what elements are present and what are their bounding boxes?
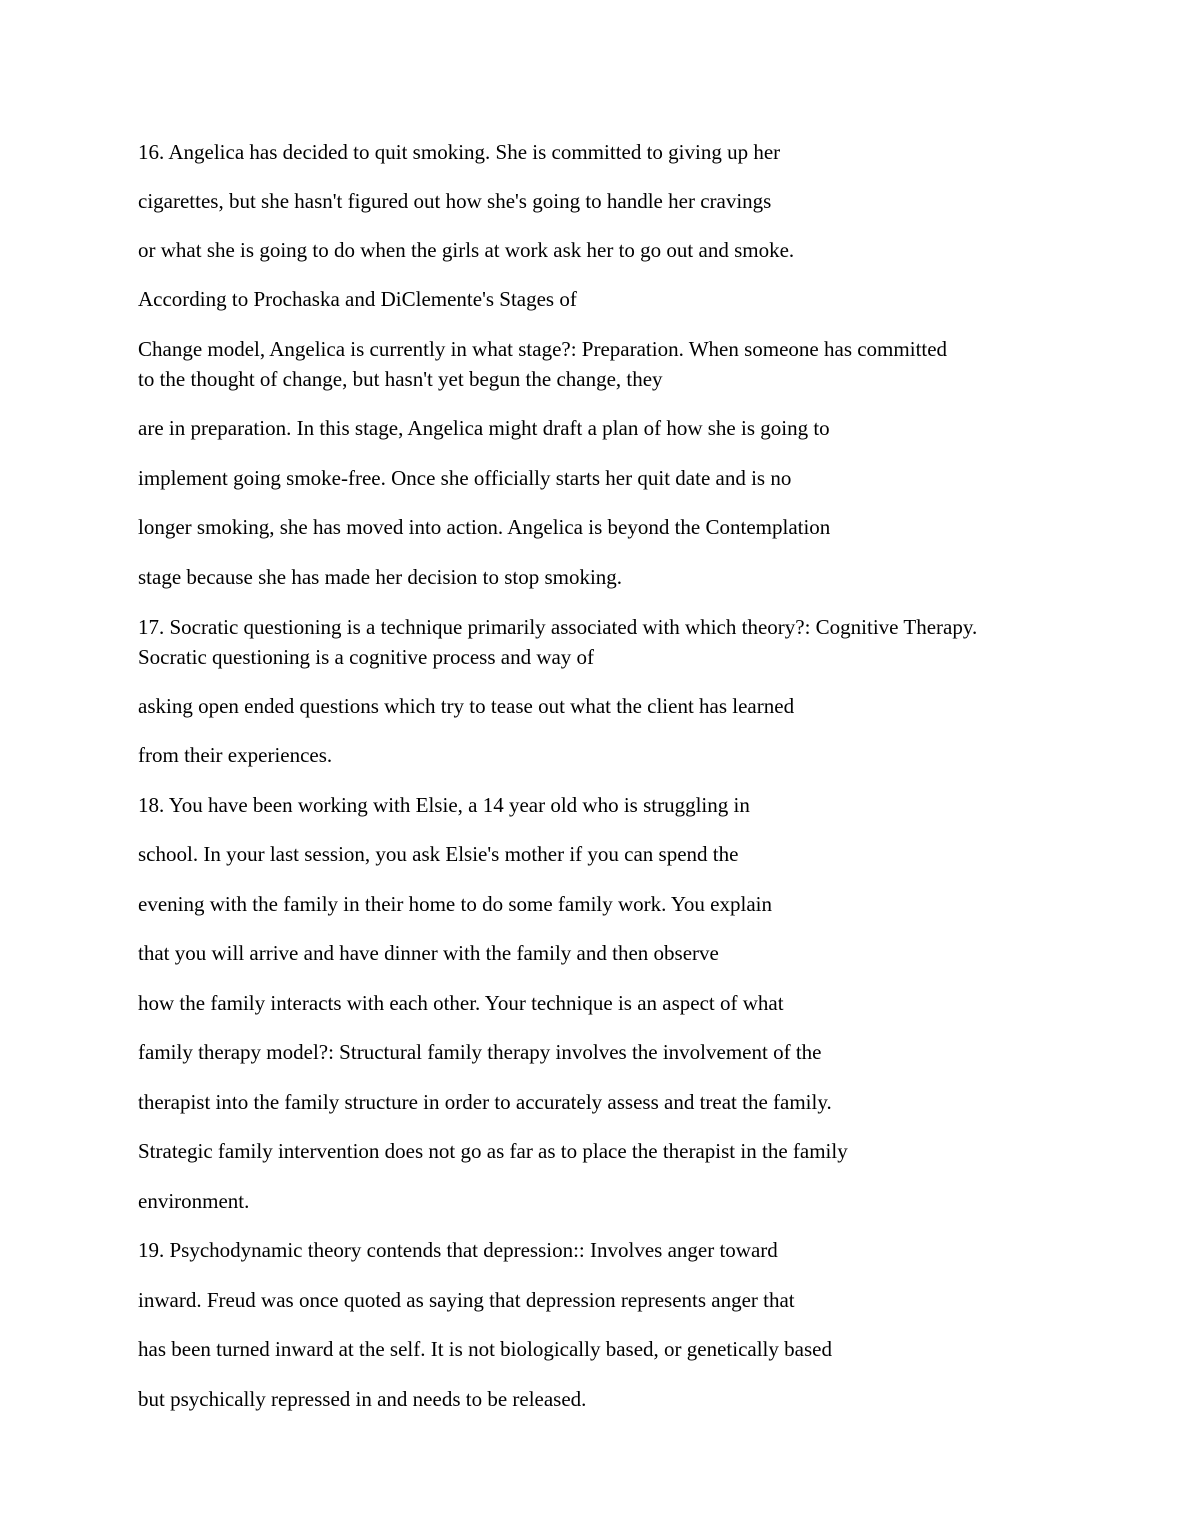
text-line: Change model, Angelica is currently in what stage?: Preparation. When someone has committed	[138, 337, 948, 361]
text-line: Strategic family intervention does not go as far as to place the therapist in the family	[138, 1139, 848, 1163]
text-line: how the family interacts with each other. Your technique is an aspect of what	[138, 991, 784, 1015]
text-line: implement going smoke-free. Once she officially starts her quit date and is no	[138, 466, 792, 490]
text-line: 19. Psychodynamic theory contends that depression:: Involves anger toward	[138, 1238, 778, 1262]
text-line: 16. Angelica has decided to quit smoking. She is committed to giving up her	[138, 140, 781, 164]
text-line: but psychically repressed in and needs to be released.	[138, 1387, 587, 1411]
text-line: family therapy model?: Structural family therapy involves the involvement of the	[138, 1040, 822, 1064]
text-line: 17. Socratic questioning is a technique primarily associated with which theory?: Cognitive Therapy.	[138, 615, 978, 639]
text-line: stage because she has made her decision to stop smoking.	[138, 565, 623, 589]
text-line: has been turned inward at the self. It is not biologically based, or genetically based	[138, 1337, 832, 1361]
text-line: environment.	[138, 1189, 250, 1213]
text-line: inward. Freud was once quoted as saying that depression represents anger that	[138, 1288, 795, 1312]
text-line: evening with the family in their home to do some family work. You explain	[138, 892, 772, 916]
text-line: 18. You have been working with Elsie, a 14 year old who is struggling in	[138, 793, 750, 817]
text-line: that you will arrive and have dinner with the family and then observe	[138, 941, 719, 965]
text-line: or what she is going to do when the girls at work ask her to go out and smoke.	[138, 238, 795, 262]
text-line: longer smoking, she has moved into action. Angelica is beyond the Contemplation	[138, 515, 831, 539]
text-line: asking open ended questions which try to tease out what the client has learned	[138, 694, 795, 718]
text-line: to the thought of change, but hasn't yet begun the change, they	[138, 367, 663, 391]
text-line: Socratic questioning is a cognitive process and way of	[138, 645, 595, 669]
text-line: therapist into the family structure in order to accurately assess and treat the family.	[138, 1090, 832, 1114]
text-line: from their experiences.	[138, 743, 333, 767]
text-line: are in preparation. In this stage, Angelica might draft a plan of how she is going to	[138, 416, 830, 440]
text-line: school. In your last session, you ask Elsie's mother if you can spend the	[138, 842, 739, 866]
text-line: According to Prochaska and DiClemente's Stages of	[138, 287, 577, 311]
text-line: cigarettes, but she hasn't figured out how she's going to handle her cravings	[138, 189, 772, 213]
